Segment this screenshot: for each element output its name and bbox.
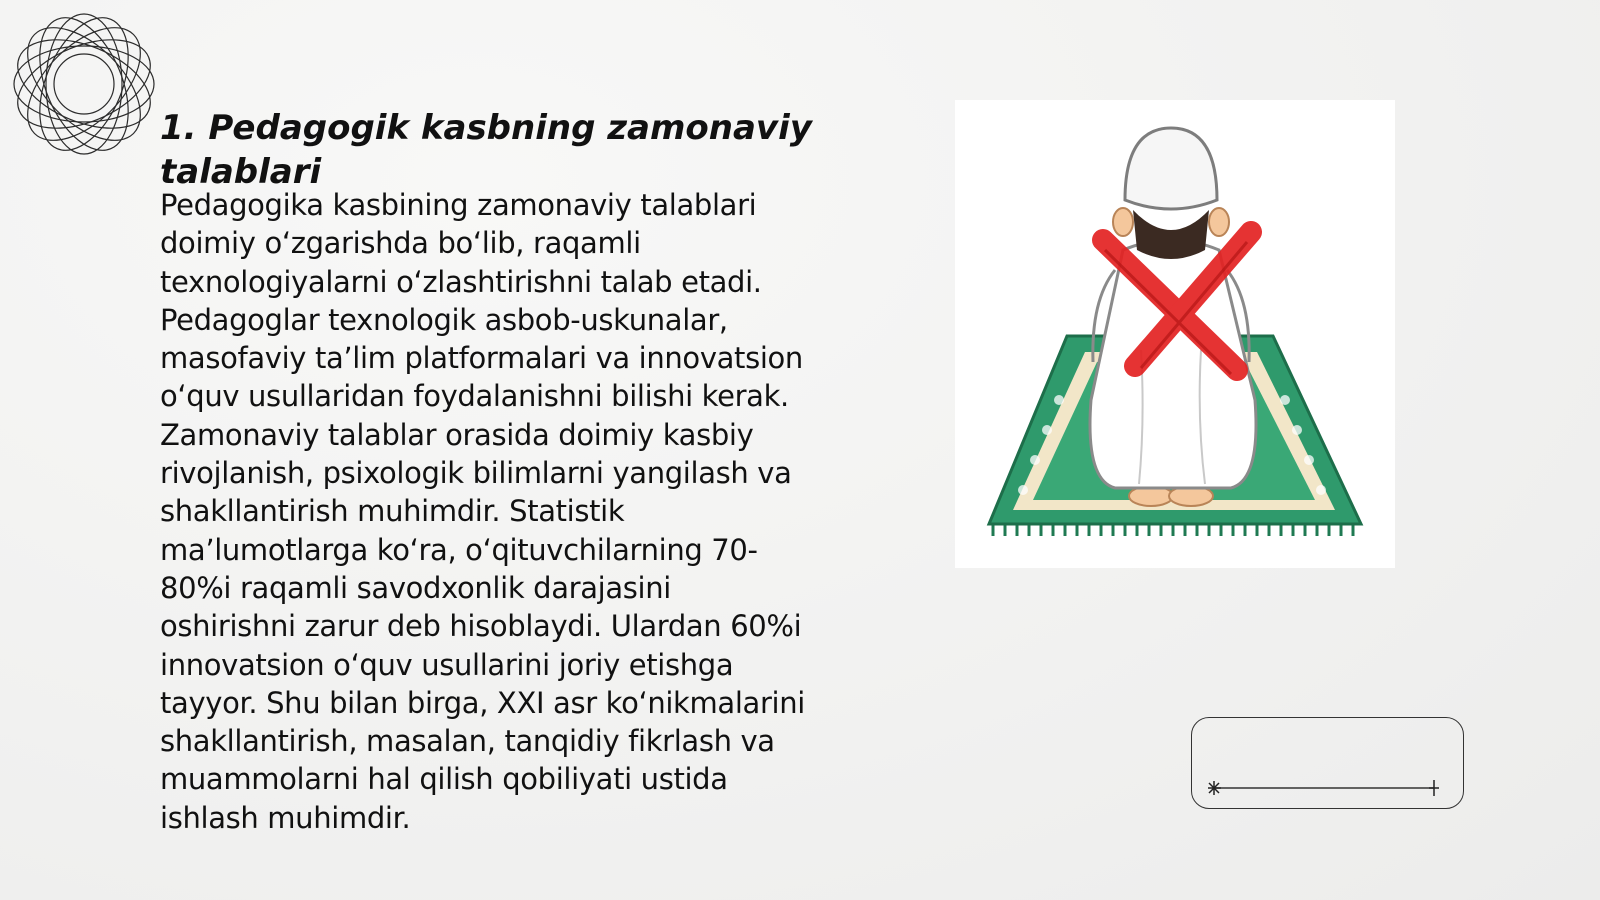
circular-line-ornament-icon: [10, 10, 158, 158]
slide-title: 1. Pedagogik kasbning zamonaviy talablari: [160, 108, 812, 192]
slide-body-text: Pedagogika kasbining zamonaviy talablari doimiy oʻzgarishda boʻlib, raqamli texnologiyalarni oʻzlashtirishni talab etadi. Pedagoglar texnologik asbob-uskunalar, masofaviy taʼlim platformalari va innovatsion oʻquv usullaridan foydalanishni bilishi kerak. Zamonaviy talablar orasida doimiy kasbiy rivojlanish, psixologik bilimlarni yangilash va shakllantirish muhimdir. Statistik maʼlumotlarga koʻra, oʻqituvchilarning 70- 80%i raqamli savodxonlik darajasini oshirishni zarur deb hisoblaydi. Ulardan 60%i innovatsion oʻquv usullarini joriy etishga tayyor. Shu bilan birga, XXI asr koʻnikmalarini shakllantirish, masalan, tanqidiy fikrlash va muammolarni hal qilish qobiliyati ustida ishlash muhimdir.: [160, 188, 805, 835]
crossed-out-praying-man-illustration: [955, 100, 1395, 568]
illustration-frame: [955, 100, 1395, 568]
spark-line-decoration-icon: [1208, 780, 1442, 796]
